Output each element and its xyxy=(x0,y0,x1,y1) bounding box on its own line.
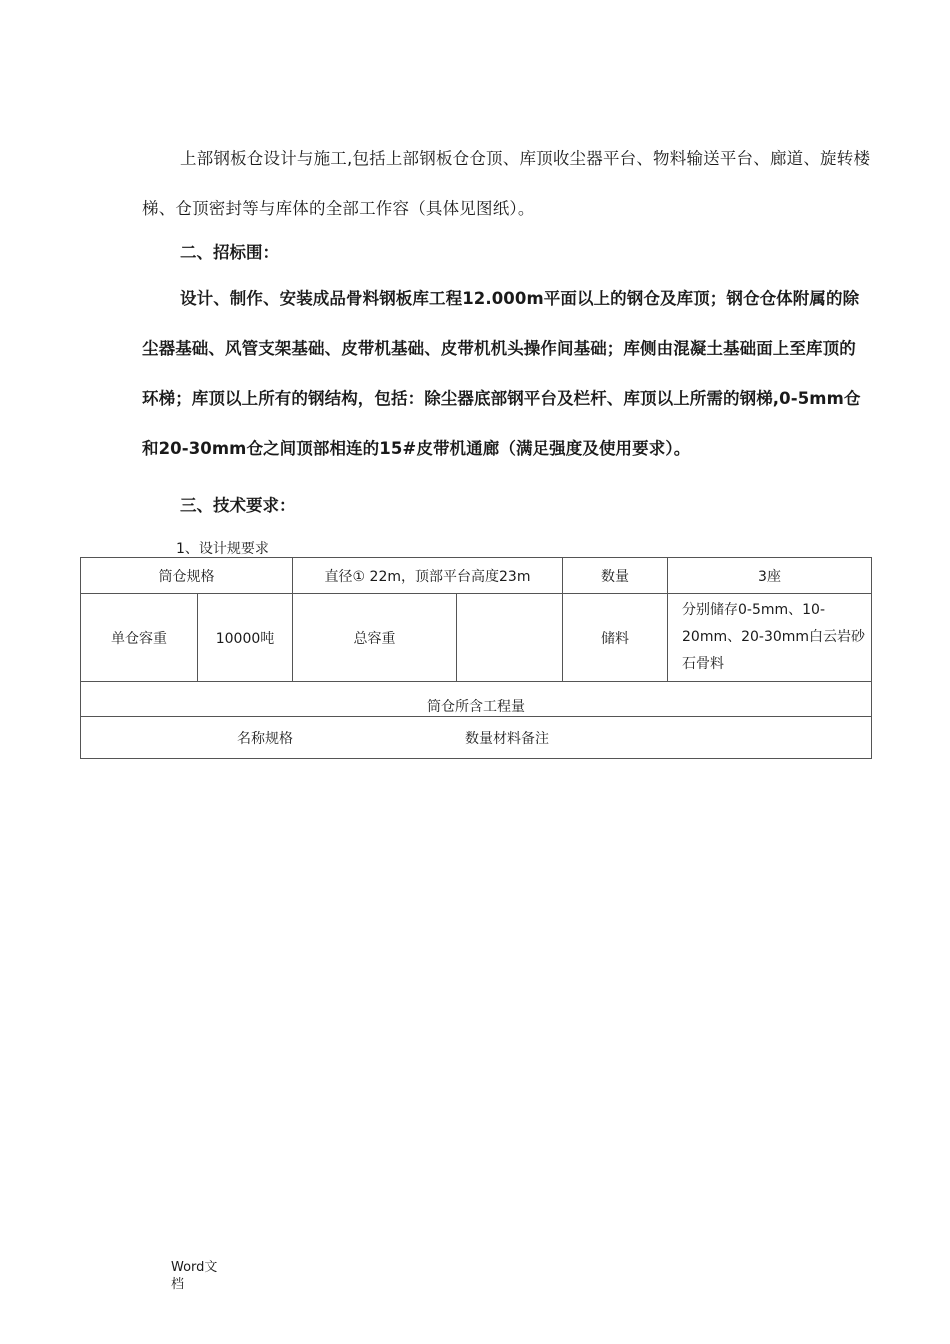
silo-spec-label: 筒仓规格 xyxy=(81,558,293,594)
scope-paragraph: 上部钢板仓设计与施工,包括上部钢板仓仓顶、库顶收尘器平台、物料输送平台、廊道、旋转楼梯、仓顶密封等与库体的全部工作容（具体见图纸）。 xyxy=(142,149,871,218)
section-heading-bidding-scope: 二、招标围： xyxy=(180,243,279,262)
subheading-design-spec: 1、设计规要求 xyxy=(176,541,269,557)
silo-spec-value: 直径① 22m，顶部平台高度23m xyxy=(293,558,563,594)
storage-value: 分别储存0-5mm、10-20mm、20-30mm白云岩砂石骨料 xyxy=(668,594,872,682)
quantity-label: 数量 xyxy=(563,558,668,594)
unit-capacity-value: 10000吨 xyxy=(198,594,293,682)
table-row xyxy=(81,594,872,682)
table-row xyxy=(81,682,872,717)
total-capacity-label: 总容重 xyxy=(293,594,457,682)
bidding-scope-paragraph: 设计、制作、安装成品骨料钢板库工程12.000m平面以上的钢仓及库顶；钢仓仓体附属的除尘器基础、风管支架基础、皮带机基础、皮带机机头操作间基础；库侧由混凝土基础面上至库顶的环梯；库顶以上所有的钢结构，包括：除尘器底部钢平台及栏杆、库顶以上所需的钢梯,0-5mm仓和20-30mm仓之间顶部相连的15#皮带机通廊（满足强度及使用要求）。 xyxy=(142,289,861,458)
name-spec-column: 名称规格 xyxy=(237,730,293,747)
table-row xyxy=(81,558,872,594)
silo-work-quantity-header: 筒仓所含工程量 xyxy=(81,682,872,717)
footer-label: Word文档 xyxy=(171,1260,218,1292)
total-capacity-value xyxy=(457,594,563,682)
silo-spec-table xyxy=(80,557,872,759)
quantity-columns-row xyxy=(81,717,872,759)
quantity-value: 3座 xyxy=(668,558,872,594)
table-row xyxy=(81,717,872,759)
section-heading-technical-requirements: 三、技术要求： xyxy=(180,496,296,515)
storage-label: 储料 xyxy=(563,594,668,682)
quantity-material-remark-column: 数量材料备注 xyxy=(465,730,549,747)
unit-capacity-label: 单仓容重 xyxy=(81,594,198,682)
